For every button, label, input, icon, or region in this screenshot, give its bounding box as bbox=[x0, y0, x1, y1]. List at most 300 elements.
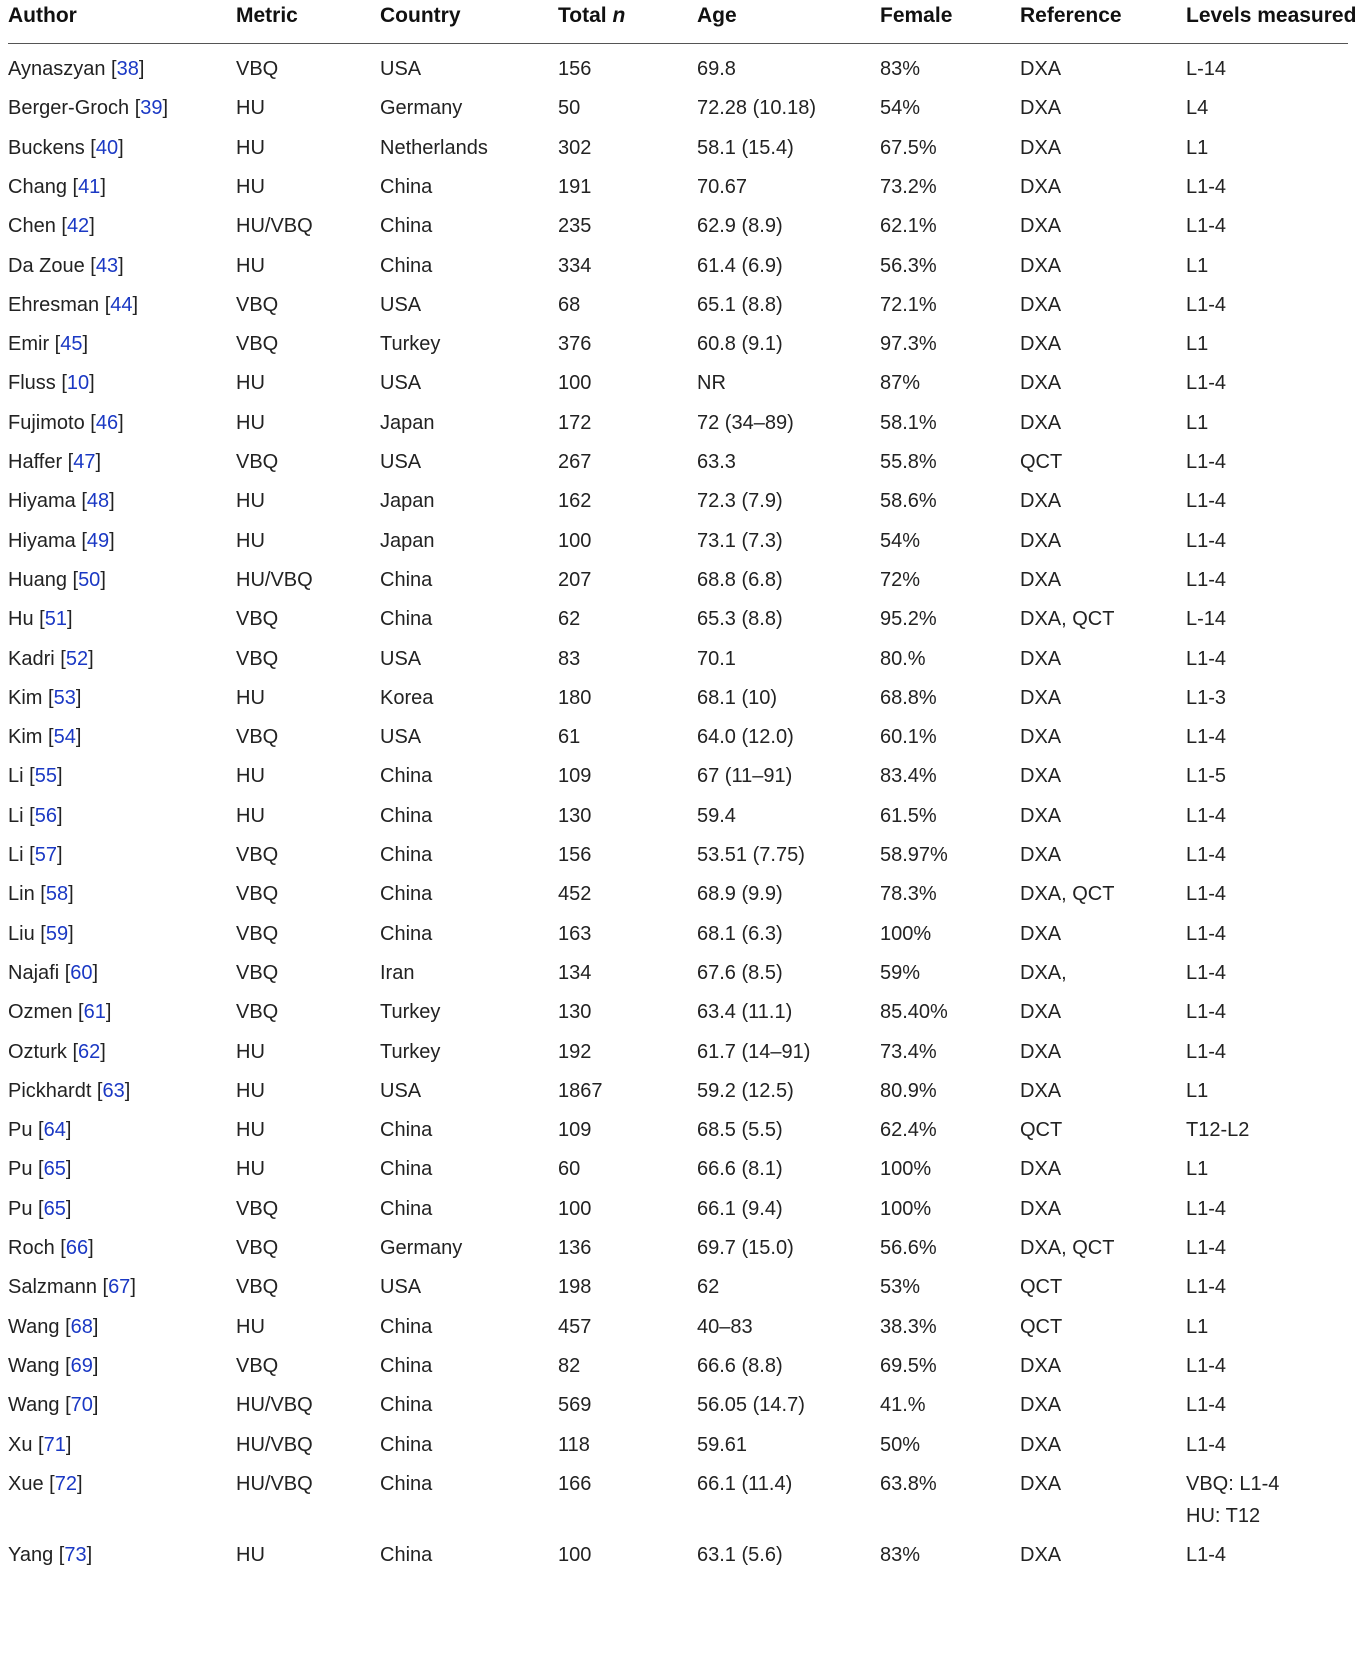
levels-value: L1-4 bbox=[1186, 490, 1227, 513]
country-cell: Iran bbox=[380, 961, 415, 984]
levels-value: L1-4 bbox=[1186, 1433, 1227, 1456]
levels-cell bbox=[1186, 1542, 1226, 1568]
citation-link[interactable]: 38 bbox=[116, 58, 139, 80]
country-cell: China bbox=[380, 215, 433, 238]
citation-link[interactable]: 56 bbox=[34, 804, 57, 827]
citation-link[interactable]: 41 bbox=[78, 175, 101, 198]
reference-cell: DXA bbox=[1020, 1197, 1062, 1220]
citation-link[interactable]: 44 bbox=[110, 293, 133, 316]
reference-cell: QCT bbox=[1020, 1315, 1063, 1338]
author-name: Hu bbox=[8, 608, 34, 631]
age-cell: 72.28 (10.18) bbox=[697, 97, 816, 120]
author-cell: Fluss [10] bbox=[8, 372, 95, 395]
levels-value: L4 bbox=[1186, 97, 1209, 120]
author-cell: Li [57] bbox=[8, 844, 63, 866]
country-cell: Japan bbox=[380, 529, 435, 552]
citation-link[interactable]: 51 bbox=[44, 608, 67, 631]
levels-value: L1-4 bbox=[1186, 451, 1227, 473]
levels-cell bbox=[1186, 646, 1226, 672]
country-cell: China bbox=[380, 1472, 433, 1495]
age-cell: 56.05 (14.7) bbox=[697, 1394, 805, 1417]
female-cell: 80.9% bbox=[880, 1079, 937, 1102]
metric-cell: VBQ bbox=[236, 58, 279, 80]
female-cell: 73.2% bbox=[880, 175, 937, 198]
author-cell: Buckens [40] bbox=[8, 136, 124, 159]
reference-cell: DXA bbox=[1020, 215, 1062, 238]
levels-value: L1-5 bbox=[1186, 765, 1227, 788]
citation-link[interactable]: 69 bbox=[70, 1354, 93, 1377]
author-cell: Hiyama [48] bbox=[8, 490, 115, 513]
metric-cell: VBQ bbox=[236, 1001, 279, 1024]
metric-cell: HU/VBQ bbox=[236, 568, 313, 591]
author-cell: Pu [65] bbox=[8, 1158, 72, 1181]
levels-cell bbox=[1186, 921, 1226, 947]
author-name: Chen bbox=[8, 215, 56, 238]
levels-cell bbox=[1186, 1235, 1226, 1261]
author-name: Emir bbox=[8, 333, 50, 356]
total-n-cell: 198 bbox=[558, 1276, 592, 1299]
levels-cell bbox=[1186, 1392, 1226, 1418]
levels-cell bbox=[1186, 95, 1208, 121]
levels-cell bbox=[1186, 1078, 1208, 1104]
reference-cell: DXA bbox=[1020, 254, 1062, 277]
author-cell: Chen [42] bbox=[8, 215, 95, 238]
metric-cell: VBQ bbox=[236, 293, 279, 316]
country-cell: USA bbox=[380, 293, 422, 316]
levels-cell bbox=[1186, 1156, 1208, 1182]
author-name: Hiyama bbox=[8, 529, 76, 552]
total-n-cell: 50 bbox=[558, 97, 581, 120]
levels-value: L1-4 bbox=[1186, 647, 1227, 670]
reference-cell: DXA bbox=[1020, 175, 1062, 198]
country-cell: China bbox=[380, 883, 433, 906]
author-name: Roch bbox=[8, 1237, 55, 1259]
total-n-cell: 100 bbox=[558, 529, 592, 552]
total-n-cell: 1867 bbox=[558, 1079, 603, 1102]
citation-link[interactable]: 53 bbox=[53, 686, 76, 709]
levels-cell bbox=[1186, 1314, 1208, 1340]
author-name: Da Zoue bbox=[8, 254, 85, 277]
author-cell: Kim [54] bbox=[8, 726, 82, 749]
levels-value: L1-3 bbox=[1186, 686, 1227, 709]
metric-cell: HU bbox=[236, 254, 265, 277]
levels-cell bbox=[1186, 292, 1226, 318]
header-author: Author bbox=[8, 4, 77, 27]
total-n-cell: 267 bbox=[558, 451, 592, 473]
levels-value: L-14 bbox=[1186, 608, 1227, 631]
levels-cell bbox=[1186, 999, 1226, 1025]
metric-cell: HU bbox=[236, 175, 265, 198]
country-cell: Germany bbox=[380, 97, 463, 120]
author-cell: Ozturk [62] bbox=[8, 1040, 106, 1063]
country-cell: USA bbox=[380, 726, 422, 749]
levels-cell bbox=[1186, 1274, 1226, 1300]
total-n-cell: 134 bbox=[558, 961, 592, 984]
author-cell: Pickhardt [63] bbox=[8, 1079, 131, 1102]
citation-link[interactable]: 45 bbox=[60, 333, 83, 356]
citation-link[interactable]: 63 bbox=[102, 1079, 125, 1102]
author-name: Wang bbox=[8, 1315, 60, 1338]
citation-link[interactable]: 73 bbox=[64, 1544, 87, 1567]
reference-cell: DXA, QCT bbox=[1020, 608, 1115, 631]
age-cell: 40–83 bbox=[697, 1315, 753, 1338]
levels-value: L1-4 bbox=[1186, 293, 1227, 316]
author-cell: Li [55] bbox=[8, 765, 63, 788]
author-cell: Roch [66] bbox=[8, 1237, 94, 1259]
reference-cell: DXA bbox=[1020, 922, 1062, 945]
reference-cell: DXA bbox=[1020, 1001, 1062, 1024]
age-cell: 73.1 (7.3) bbox=[697, 529, 783, 552]
reference-cell: DXA bbox=[1020, 804, 1062, 827]
metric-cell: HU bbox=[236, 1544, 265, 1567]
country-cell: USA bbox=[380, 1079, 422, 1102]
metric-cell: VBQ bbox=[236, 333, 279, 356]
total-n-cell: 156 bbox=[558, 844, 592, 866]
levels-value: L1-4 bbox=[1186, 1394, 1227, 1417]
metric-cell: HU bbox=[236, 1315, 265, 1338]
citation-link[interactable]: 47 bbox=[73, 451, 96, 473]
metric-cell: HU bbox=[236, 686, 265, 709]
age-cell: 60.8 (9.1) bbox=[697, 333, 783, 356]
levels-cell bbox=[1186, 1196, 1226, 1222]
metric-cell: VBQ bbox=[236, 1354, 279, 1377]
country-cell: USA bbox=[380, 451, 422, 473]
citation-link[interactable]: 48 bbox=[86, 490, 110, 513]
female-cell: 87% bbox=[880, 372, 921, 395]
female-cell: 41.% bbox=[880, 1394, 926, 1417]
header-total-label: Total bbox=[558, 4, 613, 27]
female-cell: 62.4% bbox=[880, 1119, 937, 1142]
reference-cell: QCT bbox=[1020, 451, 1063, 473]
reference-cell: DXA bbox=[1020, 293, 1062, 316]
country-cell: China bbox=[380, 765, 433, 788]
total-n-cell: 118 bbox=[558, 1433, 590, 1456]
levels-cell bbox=[1186, 960, 1226, 986]
metric-cell: HU/VBQ bbox=[236, 1433, 313, 1456]
female-cell: 73.4% bbox=[880, 1040, 937, 1063]
levels-cell bbox=[1186, 763, 1226, 789]
age-cell: 68.9 (9.9) bbox=[697, 883, 783, 906]
citation-link[interactable]: 52 bbox=[65, 647, 89, 670]
citation-link[interactable]: 55 bbox=[34, 765, 57, 788]
author-name: Fujimoto bbox=[8, 411, 85, 434]
female-cell: 69.5% bbox=[880, 1354, 937, 1377]
author-name: Hiyama bbox=[8, 490, 76, 513]
author-cell: Hu [51] bbox=[8, 608, 73, 631]
age-cell: 53.51 (7.75) bbox=[697, 844, 805, 866]
country-cell: China bbox=[380, 844, 433, 866]
metric-cell: VBQ bbox=[236, 647, 279, 670]
author-name: Lin bbox=[8, 883, 35, 906]
citation-link[interactable]: 57 bbox=[34, 844, 57, 866]
citation-link[interactable]: 10 bbox=[66, 372, 90, 395]
citation-link[interactable]: 62 bbox=[78, 1040, 101, 1063]
author-cell: Ozmen [61] bbox=[8, 1001, 112, 1024]
citation-link[interactable]: 67 bbox=[108, 1276, 131, 1299]
country-cell: China bbox=[380, 1394, 433, 1417]
age-cell: 69.7 (15.0) bbox=[697, 1237, 794, 1259]
reference-cell: DXA bbox=[1020, 1354, 1062, 1377]
female-cell: 80.% bbox=[880, 647, 926, 670]
author-name: Najafi bbox=[8, 961, 60, 984]
levels-value: L1 bbox=[1186, 333, 1209, 356]
female-cell: 85.40% bbox=[880, 1001, 948, 1024]
reference-cell: DXA bbox=[1020, 58, 1062, 80]
citation-link[interactable]: 65 bbox=[43, 1197, 66, 1220]
levels-value: L1 bbox=[1186, 1158, 1209, 1181]
reference-cell: DXA bbox=[1020, 726, 1062, 749]
levels-cell bbox=[1186, 370, 1226, 396]
reference-cell: DXA bbox=[1020, 1544, 1062, 1567]
metric-cell: HU bbox=[236, 411, 265, 434]
levels-cell bbox=[1186, 410, 1208, 436]
levels-value: L1-4 bbox=[1186, 1197, 1227, 1220]
citation-link[interactable]: 60 bbox=[70, 961, 93, 984]
country-cell: USA bbox=[380, 1276, 422, 1299]
total-n-cell: 302 bbox=[558, 136, 592, 159]
age-cell: 68.8 (6.8) bbox=[697, 568, 783, 591]
citation-link[interactable]: 61 bbox=[83, 1001, 106, 1024]
author-name: Pu bbox=[8, 1197, 33, 1220]
age-cell: 66.1 (9.4) bbox=[697, 1197, 783, 1220]
author-cell: Wang [69] bbox=[8, 1354, 99, 1377]
author-name: Li bbox=[8, 844, 24, 866]
age-cell: 58.1 (15.4) bbox=[697, 136, 794, 159]
country-cell: China bbox=[380, 1354, 433, 1377]
author-name: Pickhardt bbox=[8, 1079, 92, 1102]
citation-link[interactable]: 59 bbox=[45, 922, 69, 945]
metric-cell: HU bbox=[236, 372, 265, 395]
citation-link[interactable]: 54 bbox=[53, 726, 76, 749]
country-cell: Turkey bbox=[380, 1040, 441, 1063]
total-n-cell: 60 bbox=[558, 1158, 581, 1181]
country-cell: China bbox=[380, 175, 433, 198]
female-cell: 83% bbox=[880, 58, 921, 80]
age-cell: 61.4 (6.9) bbox=[697, 254, 783, 277]
metric-cell: VBQ bbox=[236, 608, 279, 631]
levels-value: L1 bbox=[1186, 411, 1209, 434]
author-cell: Da Zoue [43] bbox=[8, 254, 124, 277]
levels-cell bbox=[1186, 174, 1226, 200]
total-n-cell: 334 bbox=[558, 254, 592, 277]
citation-link[interactable]: 40 bbox=[95, 136, 119, 159]
citation-link[interactable]: 50 bbox=[78, 568, 101, 591]
metric-cell: HU bbox=[236, 529, 265, 552]
author-name: Xue bbox=[8, 1472, 44, 1495]
author-cell: Pu [65] bbox=[8, 1197, 72, 1220]
levels-value: VBQ: L1-4 bbox=[1186, 1472, 1280, 1495]
country-cell: China bbox=[380, 1315, 433, 1338]
levels-cell bbox=[1186, 449, 1226, 475]
female-cell: 83.4% bbox=[880, 765, 937, 788]
total-n-cell: 457 bbox=[558, 1315, 592, 1338]
citation-link[interactable]: 64 bbox=[43, 1119, 66, 1142]
female-cell: 100% bbox=[880, 1158, 932, 1181]
levels-value: L1-4 bbox=[1186, 922, 1227, 945]
author-cell: Wang [68] bbox=[8, 1315, 99, 1338]
female-cell: 53% bbox=[880, 1276, 921, 1299]
female-cell: 62.1% bbox=[880, 215, 937, 238]
citation-link[interactable]: 49 bbox=[86, 529, 110, 552]
country-cell: Korea bbox=[380, 686, 434, 709]
total-n-cell: 172 bbox=[558, 411, 592, 434]
total-n-cell: 235 bbox=[558, 215, 592, 238]
levels-value: L1-4 bbox=[1186, 844, 1227, 866]
author-name: Ozmen bbox=[8, 1001, 73, 1024]
levels-value: L1 bbox=[1186, 1079, 1209, 1102]
author-name: Li bbox=[8, 765, 24, 788]
total-n-cell: 136 bbox=[558, 1237, 592, 1259]
female-cell: 54% bbox=[880, 529, 921, 552]
citation-link[interactable]: 71 bbox=[43, 1433, 66, 1456]
author-name: Xu bbox=[8, 1433, 33, 1456]
total-n-cell: 180 bbox=[558, 686, 592, 709]
reference-cell: DXA bbox=[1020, 1472, 1062, 1495]
country-cell: Turkey bbox=[380, 333, 441, 356]
age-cell: 66.1 (11.4) bbox=[697, 1472, 793, 1495]
metric-cell: VBQ bbox=[236, 961, 279, 984]
header-levels-measured: Levels measured bbox=[1186, 4, 1356, 27]
levels-value: HU: T12 bbox=[1186, 1504, 1261, 1527]
country-cell: China bbox=[380, 568, 433, 591]
author-cell: Emir [45] bbox=[8, 333, 89, 356]
total-n-cell: 452 bbox=[558, 883, 592, 906]
total-n-cell: 68 bbox=[558, 293, 581, 316]
age-cell: 63.3 bbox=[697, 451, 736, 473]
total-n-cell: 156 bbox=[558, 58, 592, 80]
reference-cell: DXA bbox=[1020, 97, 1062, 120]
levels-cell bbox=[1186, 528, 1226, 554]
metric-cell: VBQ bbox=[236, 1237, 279, 1259]
citation-link[interactable]: 42 bbox=[66, 215, 90, 238]
citation-link[interactable]: 72 bbox=[54, 1472, 77, 1495]
country-cell: China bbox=[380, 1433, 433, 1456]
metric-cell: HU bbox=[236, 804, 265, 827]
country-cell: China bbox=[380, 1544, 433, 1567]
levels-value: L1-4 bbox=[1186, 1237, 1227, 1259]
country-cell: USA bbox=[380, 372, 422, 395]
metric-cell: VBQ bbox=[236, 922, 279, 945]
citation-link[interactable]: 58 bbox=[45, 883, 69, 906]
header-reference: Reference bbox=[1020, 4, 1122, 27]
citation-link[interactable]: 68 bbox=[70, 1315, 93, 1338]
author-name: Pu bbox=[8, 1158, 33, 1181]
author-name: Buckens bbox=[8, 136, 85, 159]
levels-cell bbox=[1186, 685, 1226, 711]
total-n-cell: 162 bbox=[558, 490, 592, 513]
female-cell: 54% bbox=[880, 97, 921, 120]
female-cell: 55.8% bbox=[880, 451, 937, 473]
female-cell: 68.8% bbox=[880, 686, 937, 709]
country-cell: China bbox=[380, 1119, 433, 1142]
metric-cell: HU bbox=[236, 1119, 265, 1142]
citation-link[interactable]: 39 bbox=[140, 97, 163, 120]
female-cell: 56.6% bbox=[880, 1237, 937, 1259]
citation-link[interactable]: 65 bbox=[43, 1158, 66, 1181]
female-cell: 38.3% bbox=[880, 1315, 937, 1338]
author-cell: Chang [41] bbox=[8, 175, 106, 198]
female-cell: 56.3% bbox=[880, 254, 937, 277]
levels-cell bbox=[1186, 488, 1226, 514]
citation-link[interactable]: 70 bbox=[70, 1394, 93, 1417]
author-cell: Ehresman [44] bbox=[8, 293, 139, 316]
age-cell: 68.5 (5.5) bbox=[697, 1119, 783, 1142]
reference-cell: QCT bbox=[1020, 1119, 1063, 1142]
levels-value: L1-4 bbox=[1186, 1544, 1227, 1567]
reference-cell: DXA bbox=[1020, 1079, 1062, 1102]
total-n-cell: 100 bbox=[558, 372, 592, 395]
age-cell: 66.6 (8.8) bbox=[697, 1354, 783, 1377]
levels-value: L1-4 bbox=[1186, 883, 1227, 906]
levels-value: L1-4 bbox=[1186, 529, 1227, 552]
reference-cell: DXA bbox=[1020, 333, 1062, 356]
levels-cell bbox=[1186, 1039, 1226, 1065]
total-n-cell: 100 bbox=[558, 1544, 592, 1567]
author-cell: Kim [53] bbox=[8, 686, 82, 709]
age-cell: 59.4 bbox=[697, 804, 736, 827]
total-n-cell: 62 bbox=[558, 608, 581, 631]
levels-cell bbox=[1186, 1432, 1226, 1458]
citation-link[interactable]: 46 bbox=[95, 411, 119, 434]
age-cell: 70.67 bbox=[697, 175, 748, 198]
female-cell: 61.5% bbox=[880, 804, 937, 827]
metric-cell: HU bbox=[236, 765, 265, 788]
metric-cell: VBQ bbox=[236, 451, 279, 473]
levels-value: L1 bbox=[1186, 1315, 1209, 1338]
metric-cell: HU bbox=[236, 1040, 265, 1063]
country-cell: USA bbox=[380, 58, 422, 80]
total-n-cell: 83 bbox=[558, 647, 581, 670]
reference-cell: DXA bbox=[1020, 647, 1062, 670]
author-name: Berger-Groch bbox=[8, 97, 130, 120]
female-cell: 100% bbox=[880, 922, 932, 945]
header-metric: Metric bbox=[236, 4, 298, 27]
levels-value: L1-4 bbox=[1186, 1001, 1227, 1024]
age-cell: 67.6 (8.5) bbox=[697, 961, 783, 984]
age-cell: 72.3 (7.9) bbox=[697, 490, 783, 513]
total-n-cell: 109 bbox=[558, 765, 592, 788]
author-name: Liu bbox=[8, 922, 35, 945]
age-cell: 65.1 (8.8) bbox=[697, 293, 783, 316]
metric-cell: HU bbox=[236, 1079, 265, 1102]
levels-value: L1-4 bbox=[1186, 372, 1227, 395]
metric-cell: VBQ bbox=[236, 1276, 279, 1299]
reference-cell: DXA bbox=[1020, 686, 1062, 709]
country-cell: China bbox=[380, 1158, 433, 1181]
levels-cell bbox=[1186, 135, 1208, 161]
levels-cell bbox=[1186, 56, 1226, 82]
metric-cell: HU/VBQ bbox=[236, 1472, 313, 1495]
female-cell: 58.97% bbox=[880, 844, 948, 866]
reference-cell: DXA bbox=[1020, 765, 1062, 788]
metric-cell: HU/VBQ bbox=[236, 1394, 313, 1417]
reference-cell: DXA bbox=[1020, 1433, 1062, 1456]
levels-value: L1 bbox=[1186, 254, 1209, 277]
citation-link[interactable]: 43 bbox=[95, 254, 119, 277]
age-cell: 68.1 (6.3) bbox=[697, 922, 783, 945]
female-cell: 58.1% bbox=[880, 411, 937, 434]
total-n-cell: 166 bbox=[558, 1472, 592, 1495]
reference-cell: DXA, QCT bbox=[1020, 883, 1115, 906]
female-cell: 59% bbox=[880, 961, 921, 984]
author-name: Wang bbox=[8, 1354, 60, 1377]
citation-link[interactable]: 66 bbox=[65, 1237, 89, 1259]
age-cell: 62.9 (8.9) bbox=[697, 215, 783, 238]
metric-cell: VBQ bbox=[236, 844, 279, 866]
author-cell: Hiyama [49] bbox=[8, 529, 115, 552]
author-name: Ehresman bbox=[8, 293, 100, 316]
reference-cell: QCT bbox=[1020, 1276, 1063, 1299]
